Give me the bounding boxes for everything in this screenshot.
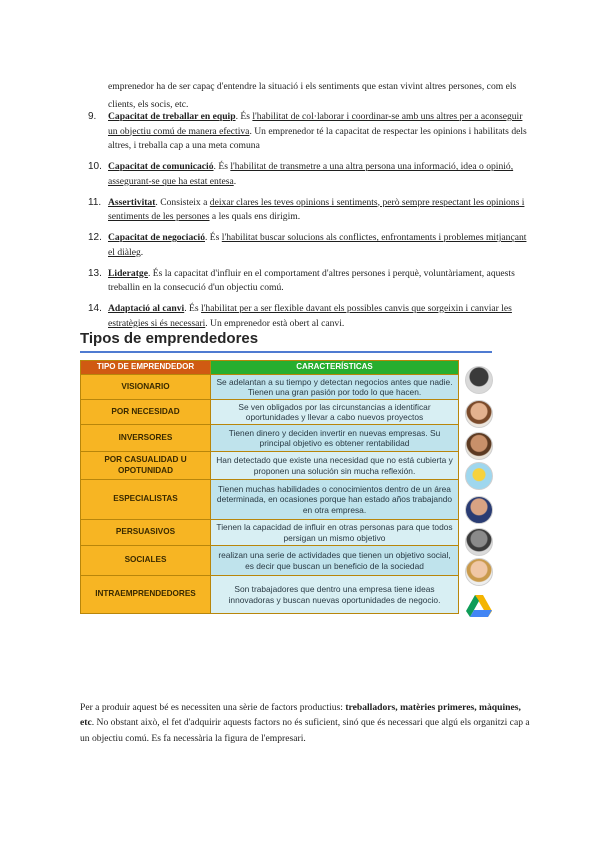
item-number: 9. (88, 111, 97, 122)
table-row (81, 375, 459, 400)
item-text-end: . (140, 246, 144, 258)
list-item (80, 231, 530, 260)
car-cell: Tienen la capacidad de influir en otras personas para que todos persigan un mismo objetivo (211, 520, 459, 546)
closing-text-end: . No obstant això, el fet d'adquirir aquests factors no és suficient, sinó que és necessari que algú els organitzi cap a un objectiu comú. Es fa necessària la figura de l'empresari. (80, 717, 530, 744)
portrait-icon (465, 558, 493, 586)
tipo-cell: INTRAEMPRENDEDORES (81, 576, 211, 614)
car-cell: Se ven obligados por las circunstancias a identificar oportunidades y llevar a cabo nuevos proyectos (211, 400, 459, 425)
tipo-cell: ESPECIALISTAS (81, 480, 211, 520)
item-text-end: . (233, 175, 237, 187)
portrait-icon (465, 432, 493, 460)
car-cell: Han detectado que existe una necesidad que no está cubierta y proponen una solución sin mucha reflexión. (211, 452, 459, 480)
tipo-cell: INVERSORES (81, 425, 211, 452)
list-item (80, 110, 530, 154)
table-row (81, 452, 459, 480)
closing-text: Per a produir aquest bé es necessiten una sèrie de factors productius: (80, 701, 346, 713)
table-row (81, 425, 459, 452)
item-underlined: l'habilitat de col·laborar i coordinar-se amb uns altres per a aconseguir un objectiu comú de manera efectiva (108, 111, 523, 137)
closing-paragraph (80, 700, 530, 747)
portrait-icon (465, 496, 493, 524)
item-number: 14. (88, 303, 102, 314)
section-title: Tipos de emprendedores (80, 330, 259, 347)
list-item (80, 302, 530, 331)
list-item (80, 160, 530, 189)
col-header-tipo: TIPO DE EMPRENDEDOR (81, 361, 211, 375)
item-number: 11. (88, 196, 102, 208)
item-text: . És la capacitat d'influir en el comportament d'altres persones i perquè, voluntàriament, aquests treballin en la consecució d'un objectiu comú. (108, 267, 515, 293)
car-cell: Tienen dinero y deciden invertir en nuevas empresas. Su principal objetivo es obtener rentabilidad (211, 425, 459, 452)
item-text: . És (184, 303, 202, 314)
item-text: . És (205, 232, 222, 243)
tipo-cell: SOCIALES (81, 546, 211, 576)
item-term: Capacitat de negociació (108, 232, 205, 243)
table-row (81, 480, 459, 520)
tipo-cell: POR NECESIDAD (81, 400, 211, 425)
car-cell: realizan una serie de actividades que tienen un objetivo social, es decir que buscan un beneficio de la sociedad (211, 546, 459, 576)
competencies-list (80, 110, 530, 338)
portrait-icon (465, 366, 493, 394)
item-underlined: l'habilitat de transmetre a una altra persona una informació, idea o opinió, assegurant-se que ha estat entesa (108, 161, 514, 187)
item-underlined: deixar clares les teves opinions i sentiments, però sempre respectant les opinions i sentiments de les persones (108, 196, 525, 222)
table-row (81, 400, 459, 425)
item-number: 13. (88, 267, 102, 279)
item-term: Assertivitat (108, 196, 156, 208)
car-cell: Se adelantan a su tiempo y detectan negocios antes que nadie. Tienen una gran pasión por todo lo que hacen. (211, 375, 459, 400)
item-underlined: l'habilitat per a ser flexible davant els possibles canvis que sorgeixin i canviar les estratègies si és necessari (108, 303, 512, 329)
table-row (81, 576, 459, 614)
table-header-row (81, 361, 459, 375)
title-rule (80, 351, 492, 353)
item-underlined: l'habilitat buscar solucions als conflictes, enfrontaments i problemes mitjançant el diàleg (108, 232, 527, 258)
item-text: . És (235, 111, 253, 122)
item-number: 10. (88, 161, 102, 172)
drive-logo-icon (465, 592, 493, 620)
closing-bold: treballadors, matèries primeres, màquines, etc (80, 701, 521, 729)
logo-icon (465, 462, 493, 490)
item-term: Adaptació al canvi (108, 303, 185, 314)
col-header-caracteristicas: CARACTERÍSTICAS (211, 361, 459, 375)
portrait-icon (465, 400, 493, 428)
list-item (80, 196, 530, 225)
car-cell: Tienen muchas habilidades o conocimientos dentro de un área determinada, en ocasiones porque han estado años trabajando en otra empresa. (211, 480, 459, 520)
table-row (81, 520, 459, 546)
intro-paragraph: emprenedor ha de ser capaç d'entendre la situació i els sentiments que estan vivint altres persones, com els clients, els socis, etc. (108, 80, 517, 110)
item-text-end: . Un emprenedor té la capacitat de respectar les opinions i habilitats dels altres, i treballa cap a una meta comuna (108, 125, 527, 151)
item-text: . Consisteix a (155, 196, 210, 208)
item-term: Capacitat de treballar en equip (108, 111, 236, 122)
entrepreneur-types-table (80, 360, 459, 614)
car-cell: Son trabajadores que dentro una empresa tiene ideas innovadoras y buscan nuevas oportunidades de negocio. (211, 576, 459, 614)
item-term: Capacitat de comunicació (108, 161, 214, 172)
tipo-cell: POR CASUALIDAD U OPOTUNIDAD (81, 452, 211, 480)
item-text: . És (213, 161, 231, 172)
tipo-cell: VISIONARIO (81, 375, 211, 400)
table-row (81, 546, 459, 576)
item-text-end: . Un emprenedor està obert al canvi. (205, 317, 345, 329)
item-text-end: a les quals ens dirigim. (209, 211, 301, 222)
list-item (80, 267, 530, 296)
item-number: 12. (88, 232, 102, 243)
portrait-icon (465, 528, 493, 556)
tipo-cell: PERSUASIVOS (81, 520, 211, 546)
item-term: Lideratge (108, 267, 148, 279)
